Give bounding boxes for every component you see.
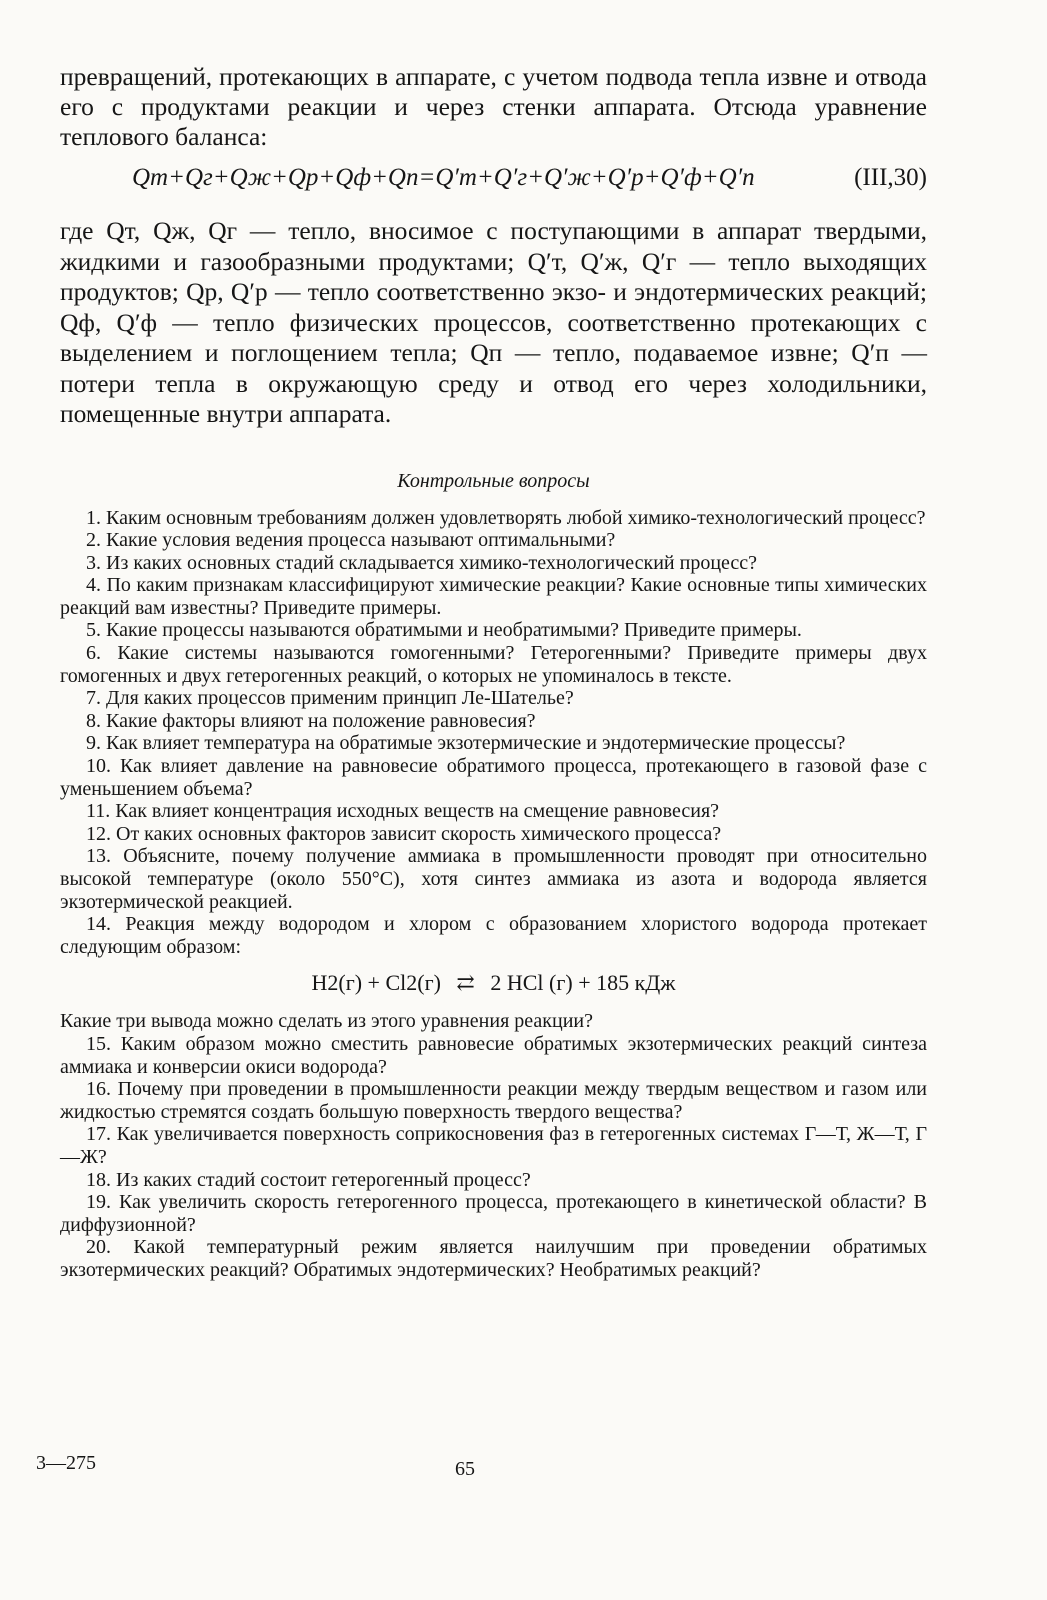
question-item: 4. По каким признакам классифицируют химические реакции? Какие основные типы химических реакций вам известны? Приведите примеры. [60, 574, 927, 619]
questions-list-b [60, 1010, 927, 1281]
question-item: 19. Как увеличить скорость гетерогенного процесса, протекающего в кинетической области? В диффузионной? [60, 1191, 927, 1236]
reaction-arrow: ⇄ [456, 970, 475, 996]
question-item: 14. Реакция между водородом и хлором с образованием хлористого водорода протекает следующим образом: [60, 913, 927, 958]
question-item: 2. Какие условия ведения процесса называют оптимальными? [86, 529, 616, 552]
questions-list-a [60, 507, 927, 959]
heat-balance-formula [60, 156, 927, 208]
signature-code: 3—275 [36, 1452, 96, 1474]
page-number: 65 [455, 1458, 475, 1480]
question-item: 15. Каким образом можно сместить равновесие обратимых экзотермических реакций синтеза аммиака и конверсии окиси водорода? [60, 1032, 927, 1078]
question-item: 12. От каких основных факторов зависит скорость химического процесса? [86, 822, 722, 845]
question-item: 10. Как влияет давление на равновесие обратимого процесса, протекающего в газовой фазе с уменьшением объема? [60, 755, 927, 800]
question-item: 17. Как увеличивается поверхность соприкосновения фаз в гетерогенных системах Г—Т, Ж—Т, Г—Ж? [60, 1123, 927, 1168]
question-item: 1. Каким основным требованиям должен удовлетворять любой химико-технологический процесс? [86, 506, 926, 529]
question-item: 7. Для каких процессов применим принцип Ле-Шателье? [86, 687, 574, 710]
formula-number: (III,30) [854, 164, 927, 191]
formula-legend [60, 216, 927, 430]
reaction-equation [60, 970, 927, 996]
question-item: 9. Как влияет температура на обратимые экзотермические и эндотермические процессы? [86, 732, 846, 755]
question-item: Какие три вывода можно сделать из этого уравнения реакции? [60, 1010, 593, 1033]
reaction-right: 2 HCl (г) + 185 кДж [490, 970, 676, 996]
question-item: 16. Почему при проведении в промышленности реакции между твердым веществом и газом или жидкостью стремятся создать большую поверхность твердого вещества? [60, 1078, 927, 1123]
section-title: Контрольные вопросы [397, 469, 590, 492]
question-item: 18. Из каких стадий состоит гетерогенный процесс? [86, 1168, 531, 1191]
question-item: 11. Как влияет концентрация исходных веществ на смещение равновесия? [86, 800, 720, 823]
question-item: 6. Какие системы называются гомогенными? Гетерогенными? Приведите примеры двух гомогенных и двух гетерогенных реакций, о которых не упоминалось в тексте. [60, 642, 927, 687]
reaction-left: H2(г) + Cl2(г) [311, 970, 441, 996]
question-item: 13. Объясните, почему получение аммиака в промышленности проводят при относительно высокой температуре (около 550°C), хотя синтез аммиака из азота и водорода является экзотермической реакцией. [60, 845, 927, 913]
intro-text: превращений, протекающих в аппарате, с учетом подвода тепла извне и отвода его с продуктами реакции и через стенки аппарата. Отсюда уравнение теплового баланса: [60, 62, 927, 151]
question-item: 8. Какие факторы влияют на положение равновесия? [86, 709, 536, 732]
question-item: 3. Из каких основных стадий складывается химико-технологический процесс? [86, 551, 758, 574]
intro-paragraph [60, 62, 927, 152]
legend-text: где Qт, Qж, Qг — тепло, вносимое с поступающими в аппарат твердыми, жидкими и газообразными продуктами; Q′т, Q′ж, Q′г — тепло выходящих продуктов; Qр, Q′р — тепло соответственно экзо- и эндотермических реакций; Qф, Q′ф — тепло физических процессов, соответственно протекающих с выделением и поглощением тепла; Qп — тепло, подаваемое извне; Q′п — потери тепла в окружающую среду и отвод его через холодильники, помещенные внутри аппарата. [60, 216, 927, 428]
formula-expression: Qт+Qг+Qж+Qр+Qф+Qп=Q′т+Q′г+Q′ж+Q′р+Q′ф+Q′п [132, 164, 755, 191]
question-item: 5. Какие процессы называются обратимыми и необратимыми? Приведите примеры. [86, 619, 802, 642]
question-item: 20. Какой температурный режим является наилучшим при проведении обратимых экзотермических реакций? Обратимых эндотермических? Необратимых реакций? [60, 1236, 927, 1281]
page [60, 62, 927, 1282]
